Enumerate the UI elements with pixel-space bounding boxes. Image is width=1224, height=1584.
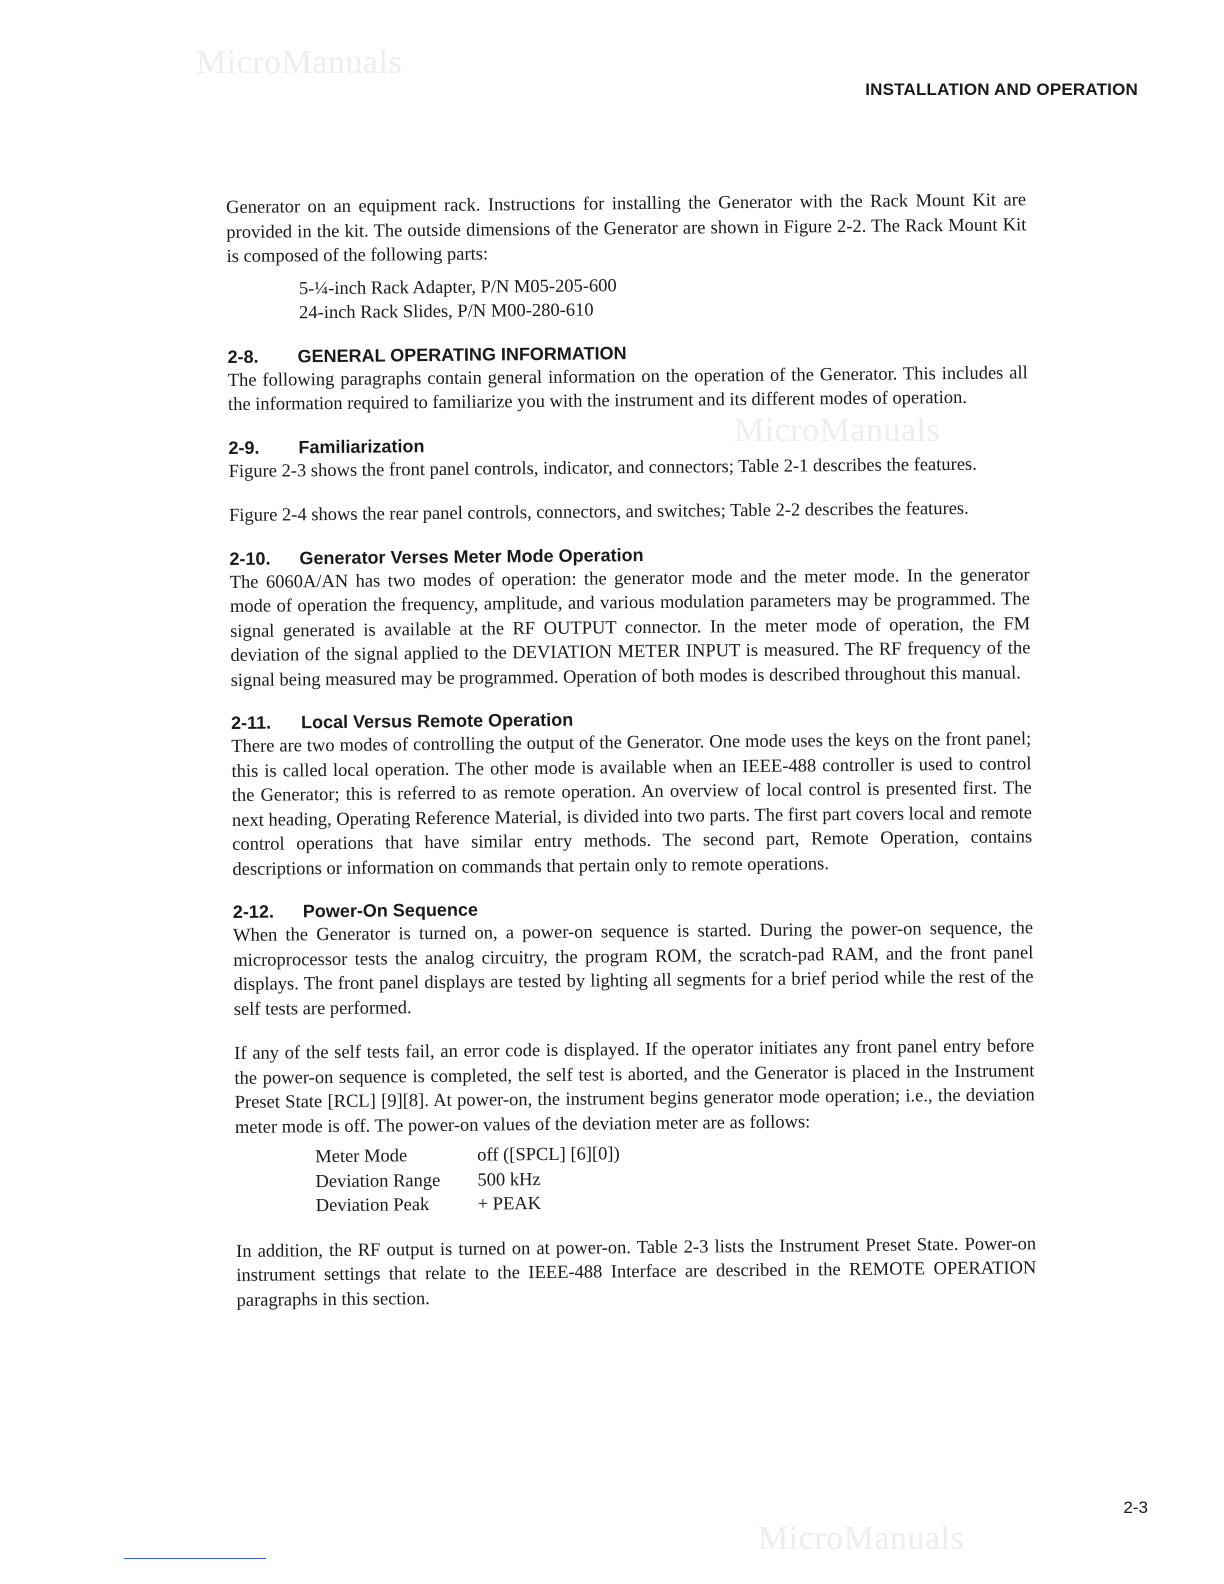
section-title: Familiarization: [298, 435, 425, 457]
footer-rule: [124, 1558, 266, 1559]
section-title: Local Versus Remote Operation: [300, 709, 574, 733]
section-number: 2-9.: [228, 437, 260, 458]
watermark: MicroManuals: [196, 44, 403, 81]
meter-label: Deviation Peak: [315, 1195, 430, 1217]
paragraph: Figure 2-3 shows the front panel controls, indicator, and connectors; Table 2-1 describes the features.: [228, 454, 977, 482]
paragraph: If any of the self tests fail, an error code is displayed. If the operator initiates any front panel entry before the power-on sequence is completed, the self test is aborted, and the Generator is placed in the Instrument Preset State [RCL] [9][8]. At power-on, the instrument begins generator mode operation; i.e., the deviation meter mode is off. The power-on values of the deviation meter are as follows:: [234, 1036, 1035, 1138]
meter-value: + PEAK: [477, 1194, 542, 1215]
meter-value: off ([SPCL] [6][0]): [477, 1144, 620, 1166]
paragraph: There are two modes of controlling the output of the Generator. One mode uses the keys on the front panel; this is called local operation. The other mode is available when an IEEE-488 controller is used to control the Generator; this is referred to as remote operation. An overview of local control is presented first. The next heading, Operating Reference Material, is divided into two parts. The first part covers local and remote control operations that have similar entry methods. The second part, Remote Operation, contains descriptions or information on commands that pertain only to remote operations.: [231, 729, 1033, 880]
list-item: 5-¼-inch Rack Adapter, P/N M05-205-600: [298, 275, 617, 299]
table-row: [315, 1167, 620, 1194]
watermark: MicroManuals: [734, 412, 941, 449]
section-title: GENERAL OPERATING INFORMATION: [297, 342, 627, 366]
running-header: INSTALLATION AND OPERATION: [865, 80, 1138, 99]
paragraph: In addition, the RF output is turned on at power-on. Table 2-3 lists the Instrument Preset State. Power-on instrument settings that relate to the IEEE-488 Interface are described in the REMOTE OPERATION paragraphs in this section.: [236, 1233, 1037, 1311]
table-row: [315, 1142, 620, 1169]
watermark: MicroManuals: [758, 1520, 965, 1557]
paragraph: When the Generator is turned on, a power-on sequence is started. During the power-on sequence, the microprocessor tests the analog circuitry, the program ROM, the scratch-pad RAM, and the front panel displays. The front panel displays are tested by lighting all segments for a brief period while the rest of the self tests are performed.: [233, 918, 1034, 1020]
intro-paragraph: Generator on an equipment rack. Instructions for installing the Generator with the Rack Mount Kit are provided in the kit. The outside dimensions of the Generator are shown in Figure 2-2. The Rack Mount Kit is composed of the following parts:: [226, 190, 1027, 267]
page-number: 2-3: [1123, 1498, 1148, 1517]
section-number: 2-10.: [229, 548, 271, 569]
meter-label: Deviation Range: [315, 1170, 441, 1192]
meter-values-table: [315, 1142, 620, 1218]
paragraph: The following paragraphs contain general information on the operation of the Generator. This includes all the information required to familiarize you with the instrument and its different modes of operation.: [227, 362, 1028, 415]
page-body: [226, 188, 1037, 1313]
section-title: Power-On Sequence: [302, 899, 479, 922]
paragraph: Figure 2-4 shows the rear panel controls, connectors, and switches; Table 2-2 describes the features.: [228, 498, 969, 526]
section-number: 2-11.: [230, 712, 272, 733]
paragraph: The 6060A/AN has two modes of operation: the generator mode and the meter mode. In the generator mode of operation the frequency, amplitude, and various modulation parameters may be programmed. The signal generated is available at the RF OUTPUT connector. In the meter mode of operation, the FM deviation of the signal applied to the DEVIATION METER INPUT is measured. The RF frequency of the signal being measured may be programmed. Operation of both modes is described throughout this manual.: [229, 564, 1031, 691]
section-title: Generator Verses Meter Mode Operation: [299, 544, 644, 568]
meter-value: 500 kHz: [477, 1169, 541, 1191]
list-item: 24-inch Rack Slides, P/N M00-280-610: [299, 300, 594, 324]
table-row: [316, 1191, 621, 1218]
parts-list: [299, 270, 1027, 326]
section-number: 2-8.: [227, 346, 259, 367]
section-number: 2-12.: [232, 901, 274, 922]
meter-label: Meter Mode: [315, 1146, 408, 1168]
